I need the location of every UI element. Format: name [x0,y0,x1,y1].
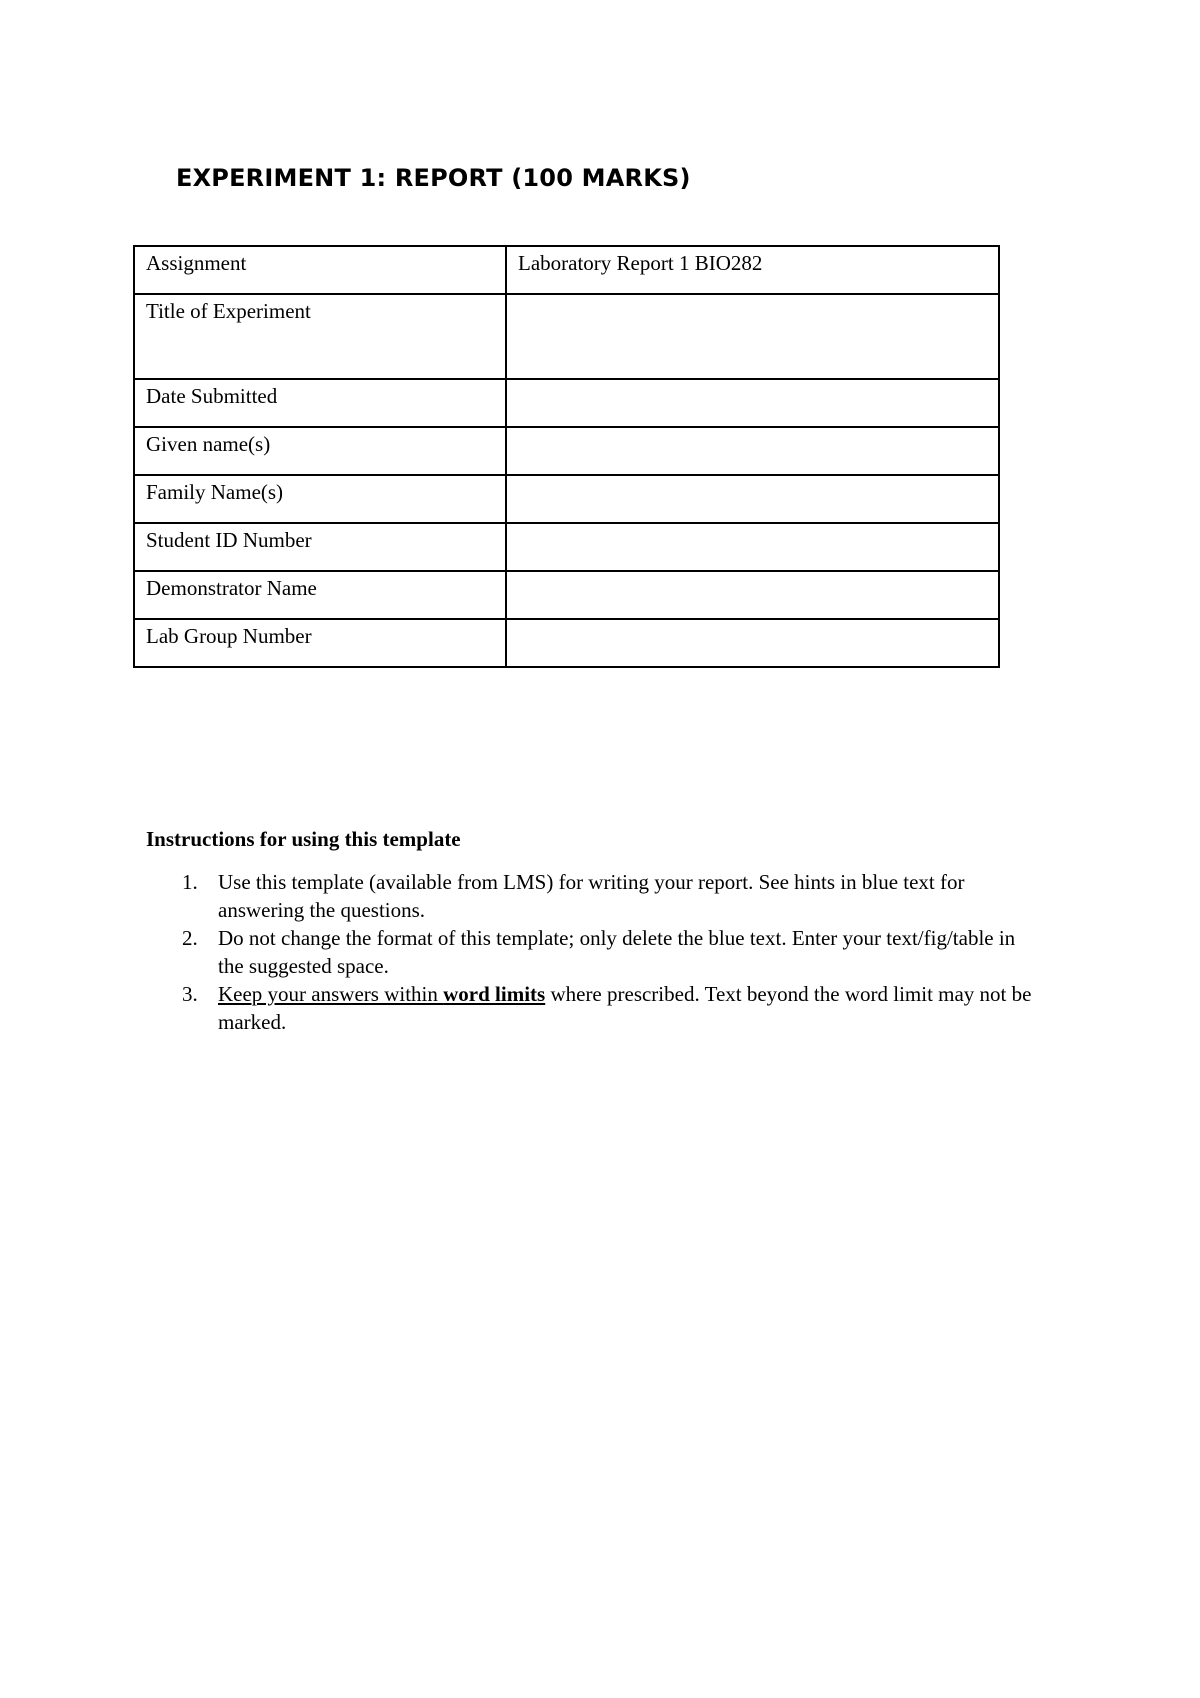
row-value-date-submitted[interactable] [506,379,999,427]
instructions-heading: Instructions for using this template [146,827,461,851]
page-title: EXPERIMENT 1: REPORT (100 MARKS) [176,164,691,192]
table-row [134,523,999,571]
list-item-underlined-text: Keep your answers within [218,982,444,1006]
list-item-number: 3. [182,982,198,1006]
table-row [134,379,999,427]
row-label-date-submitted: Date Submitted [134,379,506,427]
list-item [146,868,1046,924]
table-row [134,246,999,294]
row-value-student-id[interactable] [506,523,999,571]
table-row [134,294,999,379]
list-item-number: 1. [182,870,198,894]
instructions-section [146,826,1066,1036]
list-item [146,924,1046,980]
table-row [134,619,999,667]
row-value-family-names[interactable] [506,475,999,523]
table-row [134,571,999,619]
row-label-student-id: Student ID Number [134,523,506,571]
list-item-text: where prescribed. Text beyond the word limit may not be marked. [218,982,1032,1034]
row-value-title-of-experiment[interactable] [506,294,999,379]
table-row [134,475,999,523]
list-item-text: Do not change the format of this template; only delete the blue text. Enter your text/fig/table in the suggested space. [218,926,1016,978]
row-label-given-names: Given name(s) [134,427,506,475]
list-item-number: 2. [182,926,198,950]
row-label-demonstrator-name: Demonstrator Name [134,571,506,619]
row-value-assignment[interactable]: Laboratory Report 1 BIO282 [506,246,999,294]
list-item-text: Use this template (available from LMS) for writing your report. See hints in blue text for answering the questions. [218,870,965,922]
row-value-lab-group-number[interactable] [506,619,999,667]
list-item [146,980,1046,1036]
row-label-lab-group-number: Lab Group Number [134,619,506,667]
word-limits-emphasis: word limits [443,982,546,1006]
instructions-list [146,868,1066,1036]
table-row [134,427,999,475]
row-label-title-of-experiment: Title of Experiment [134,294,506,379]
row-label-family-names: Family Name(s) [134,475,506,523]
report-info-table [133,245,1000,668]
row-label-assignment: Assignment [134,246,506,294]
row-value-demonstrator-name[interactable] [506,571,999,619]
row-value-given-names[interactable] [506,427,999,475]
